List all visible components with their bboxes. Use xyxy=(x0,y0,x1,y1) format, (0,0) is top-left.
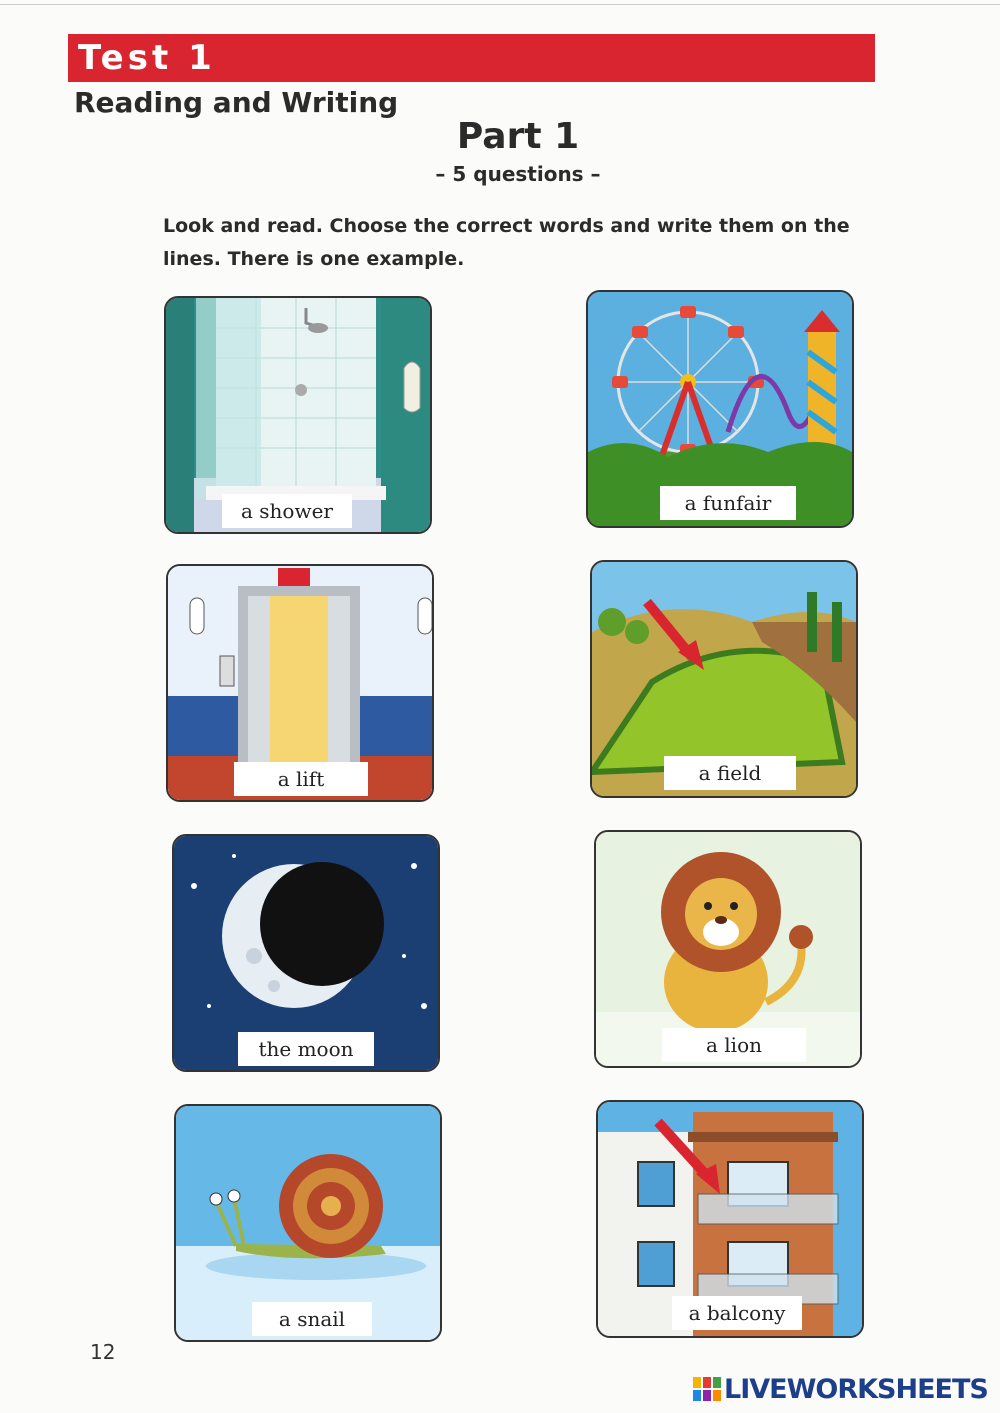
card-label: a lion xyxy=(662,1028,806,1062)
part-title: Part 1 xyxy=(456,116,580,157)
question-count: – 5 questions – xyxy=(435,162,601,186)
card-snail xyxy=(174,1104,442,1342)
card-label: the moon xyxy=(238,1032,374,1066)
card-label: a lift xyxy=(234,762,368,796)
liveworksheets-logo[interactable] xyxy=(692,1374,988,1404)
page-edge-line xyxy=(0,4,1000,5)
card-label: a field xyxy=(664,756,796,790)
test-banner xyxy=(68,34,875,82)
card-lion xyxy=(594,830,862,1068)
test-title: Test 1 xyxy=(78,38,216,78)
section-title: Reading and Writing xyxy=(74,86,399,119)
card-funfair xyxy=(586,290,854,528)
liveworksheets-icon xyxy=(692,1376,722,1402)
instructions-text: Look and read. Choose the correct words and write them on the lines. There is one example. xyxy=(163,215,850,270)
card-label: a shower xyxy=(222,494,352,528)
card-balcony xyxy=(596,1100,864,1338)
card-moon xyxy=(172,834,440,1072)
card-shower xyxy=(164,296,432,534)
card-label: a funfair xyxy=(660,486,796,520)
page-number: 12 xyxy=(90,1340,116,1364)
card-field xyxy=(590,560,858,798)
liveworksheets-brand: LIVEWORKSHEETS xyxy=(724,1373,988,1405)
card-label: a snail xyxy=(252,1302,372,1336)
card-lift xyxy=(166,564,434,802)
card-label: a balcony xyxy=(672,1296,802,1330)
